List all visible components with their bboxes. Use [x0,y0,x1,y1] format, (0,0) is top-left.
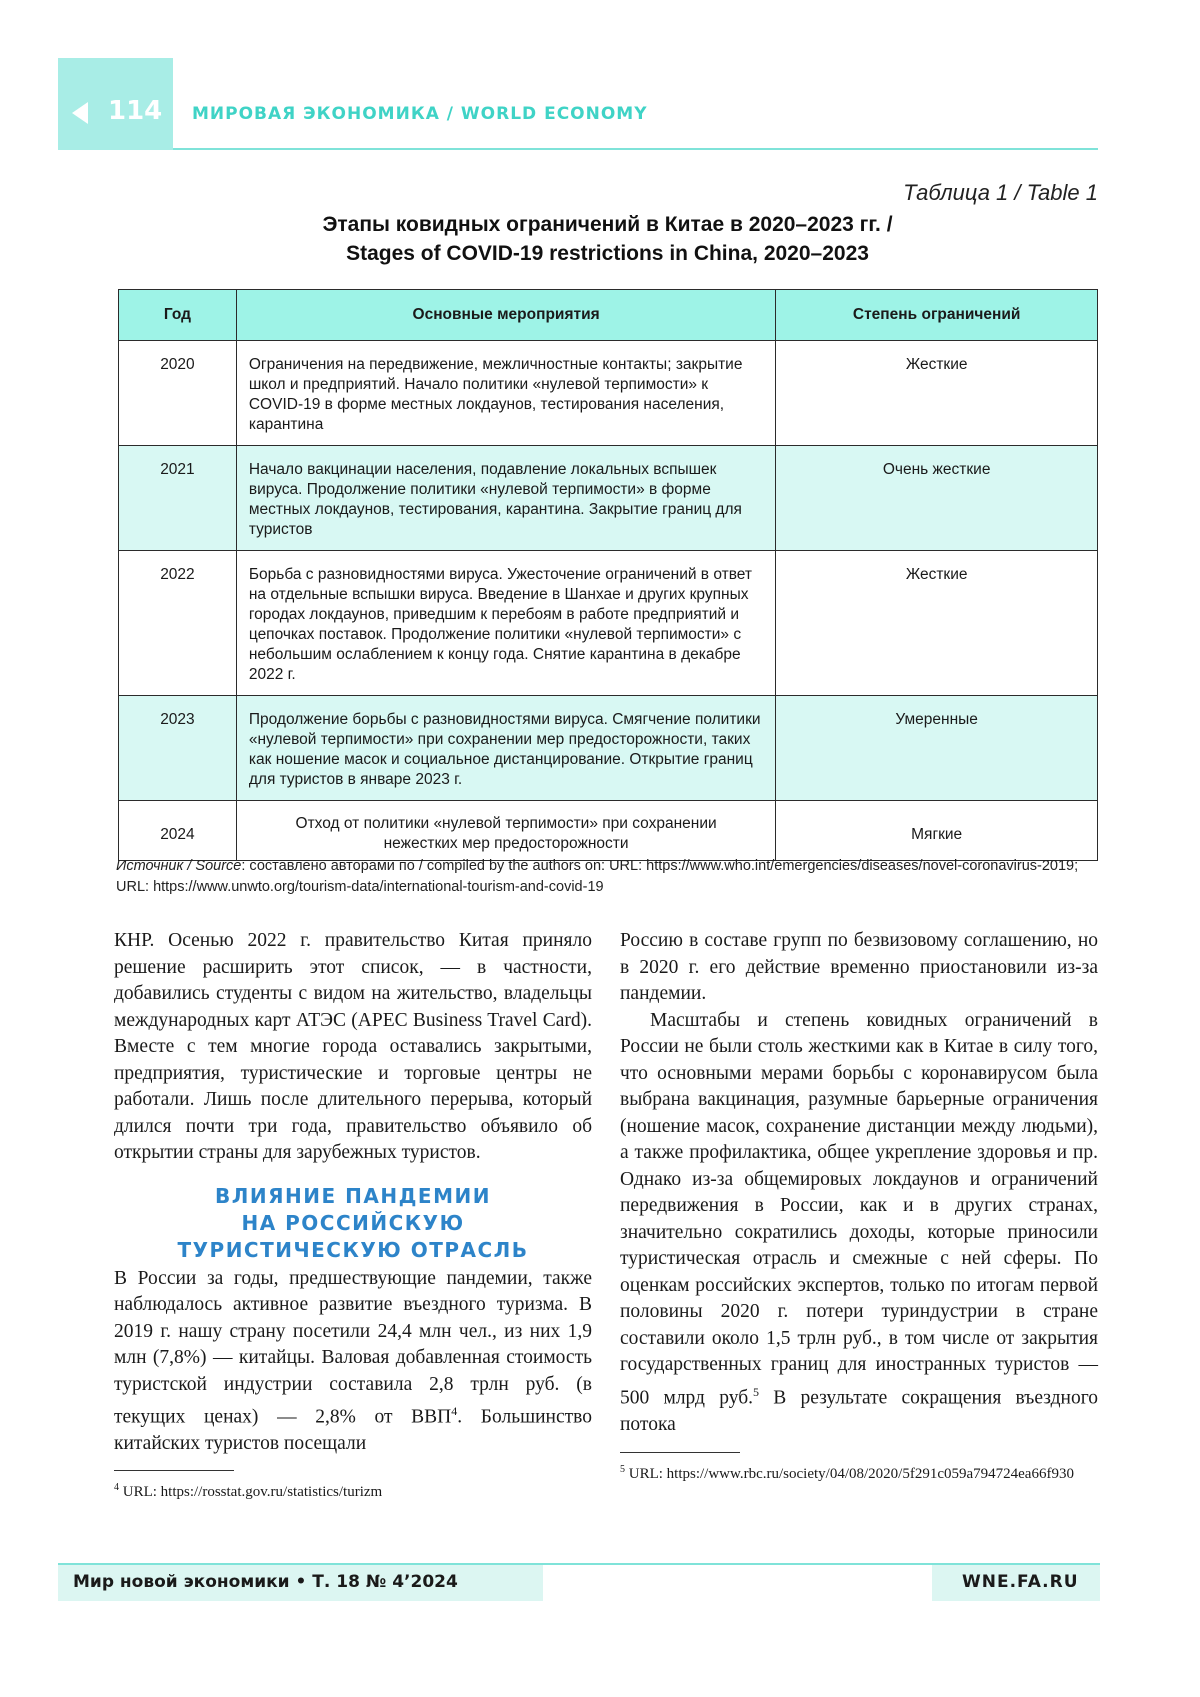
cell-measures: Отход от политики «нулевой терпимости» при сохранении нежестких мер предосторожности [236,801,775,861]
journal-site-link[interactable]: WNE.FA.RU [962,1572,1079,1592]
footnote-number: 5 [620,1464,625,1475]
footnote-5 [620,1459,1098,1485]
cell-year: 2024 [119,801,237,861]
page-number: 114 [108,96,163,126]
left-paragraph-2 [114,1266,592,1458]
left-paragraph-2-text: В России за годы, предшествующие пандемии, также наблюдалось активное развитие въездного туризма. В 2019 г. нашу страну посетили 24,4 млн чел., из них 1,9 млн (7,8%) — китайцы. Валовая добавленная стоимость туристской индустрии составила 2,8 трлн руб. (в текущих ценах) — 2,8% от ВВП [114,1267,592,1428]
journal-name: Мир новой экономики • Т. 18 № 4’2024 [73,1572,458,1592]
table-row [119,551,1098,696]
column-header-degree: Степень ограничений [776,290,1098,341]
footnote-number: 4 [114,1481,119,1493]
column-header-year: Год [119,290,237,341]
left-arrow-icon [72,102,88,124]
left-column [114,928,592,1503]
footnote-ref-5: 5 [753,1384,759,1399]
left-paragraph-1: КНР. Осенью 2022 г. правительство Китая приняло решение расширить этот список, — в частности, добавились студенты с видом на жительство, владельцы международных карт АТЭС (APEC Business Travel Card). Вместе с тем многие города оставались закрытыми, предприятия, туристические и торговые центры не работали. Лишь после длительного перерыва, который длился почти три года, правительство объявило об открытии страны для зарубежных туристов. [114,930,592,1163]
table-source [116,856,1101,898]
footnote-4 [114,1477,592,1503]
table-row [119,696,1098,801]
right-column [620,928,1098,1485]
table-title [115,210,1100,268]
right-paragraph-2 [620,1008,1098,1439]
right-paragraph-2-text: Масштабы и степень ковидных ограничений в России не были столь жесткими как в Китае в силу того, что основными мерами борьбы с коронавирусом была выбрана вакцинация, разумные барьерные ограничения (ношение масок, сохранение дистанции между людьми), а также профилактика, общее укрепление здоровья и пр. Однако из-за общемировых локдаунов и ограничений передвижения в России, как и в других странах, значительно сократились доходы, которые приносили туристическая отрасль и смежные с ней сферы. По оценкам российских экспертов, только по итогам первой половины 2020 г. потери туриндустрии в стране составили около 1,5 трлн руб., в том числе от закрытия государственных границ для иностранных туристов — 500 млрд руб. [620,1009,1098,1408]
table-label: Таблица 1 / Table 1 [903,180,1098,205]
table-title-en: Stages of COVID-19 restrictions in China, 2020–2023 [346,242,869,265]
table-row [119,801,1098,861]
cell-degree: Жесткие [776,551,1098,696]
section-heading [114,1183,592,1264]
cell-year: 2022 [119,551,237,696]
cell-measures: Борьба с разновидностями вируса. Ужесточение ограничений в ответ на отдельные вспышки вируса. Введение в Шанхае и других крупных городах локдаунов, приведшим к перебоям в работе предприятий и цепочках поставок. Продолжение политики «нулевой терпимости» с небольшим ослаблением к концу года. Снятие карантина в декабре 2022 г. [236,551,775,696]
footnote-link[interactable]: URL: https://rosstat.gov.ru/statistics/turizm [119,1483,383,1500]
restrictions-table [118,289,1098,861]
footnote-divider [620,1452,740,1453]
table-header-row [119,290,1098,341]
header-divider [173,148,1098,150]
footer-divider [58,1563,1100,1565]
footnote-link[interactable]: URL: https://www.rbc.ru/society/04/08/2020/5f291c059a794724ea66f930 [625,1466,1074,1482]
source-text: : составлено авторами по / compiled by the authors on: URL: https://www.who.int/emergencies/diseases/novel-coronavirus-2019; URL: https://www.unwto.org/tourism-data/international-tourism-and-covid-19 [116,858,1079,895]
cell-degree: Очень жесткие [776,446,1098,551]
cell-year: 2023 [119,696,237,801]
table-row [119,446,1098,551]
cell-measures: Продолжение борьбы с разновидностями вируса. Смягчение политики «нулевой терпимости» при сохранении мер предосторожности, таких как ношение масок и социальное дистанцирование. Открытие границ для туристов в январе 2023 г. [236,696,775,801]
right-paragraph-2-end: В результате сокращения въездного потока [620,1387,1098,1435]
section-heading-line-3: ТУРИСТИЧЕСКУЮ ОТРАСЛЬ [177,1237,529,1262]
cell-degree: Жесткие [776,341,1098,446]
footnote-ref-4: 4 [451,1404,458,1418]
cell-year: 2021 [119,446,237,551]
table-title-ru: Этапы ковидных ограничений в Китае в 2020–2023 гг. / [322,213,893,236]
column-header-measures: Основные мероприятия [236,290,775,341]
cell-degree: Мягкие [776,801,1098,861]
left-paragraph-2-end: . Большинство китайских туристов посещали [114,1406,592,1454]
section-heading-line-2: НА РОССИЙСКУЮ [241,1210,465,1235]
cell-degree: Умеренные [776,696,1098,801]
cell-measures: Ограничения на передвижение, межличностные контакты; закрытие школ и предприятий. Начало политики «нулевой терпимости» к COVID-19 в форме местных локдаунов, тестирования населения, карантина [236,341,775,446]
section-heading-line-1: ВЛИЯНИЕ ПАНДЕМИИ [215,1183,491,1208]
footnote-divider [114,1470,234,1471]
right-paragraph-1: Россию в составе групп по безвизовому соглашению, но в 2020 г. его действие временно приостановили из-за пандемии. [620,930,1098,1004]
table-row [119,341,1098,446]
section-title: МИРОВАЯ ЭКОНОМИКА / WORLD ECONOMY [192,104,648,124]
source-label: Источник / Source [116,858,242,874]
cell-measures: Начало вакцинации населения, подавление локальных вспышек вируса. Продолжение политики «нулевой терпимости» в форме местных локдаунов, тестирования, карантина. Закрытие границ для туристов [236,446,775,551]
cell-year: 2020 [119,341,237,446]
